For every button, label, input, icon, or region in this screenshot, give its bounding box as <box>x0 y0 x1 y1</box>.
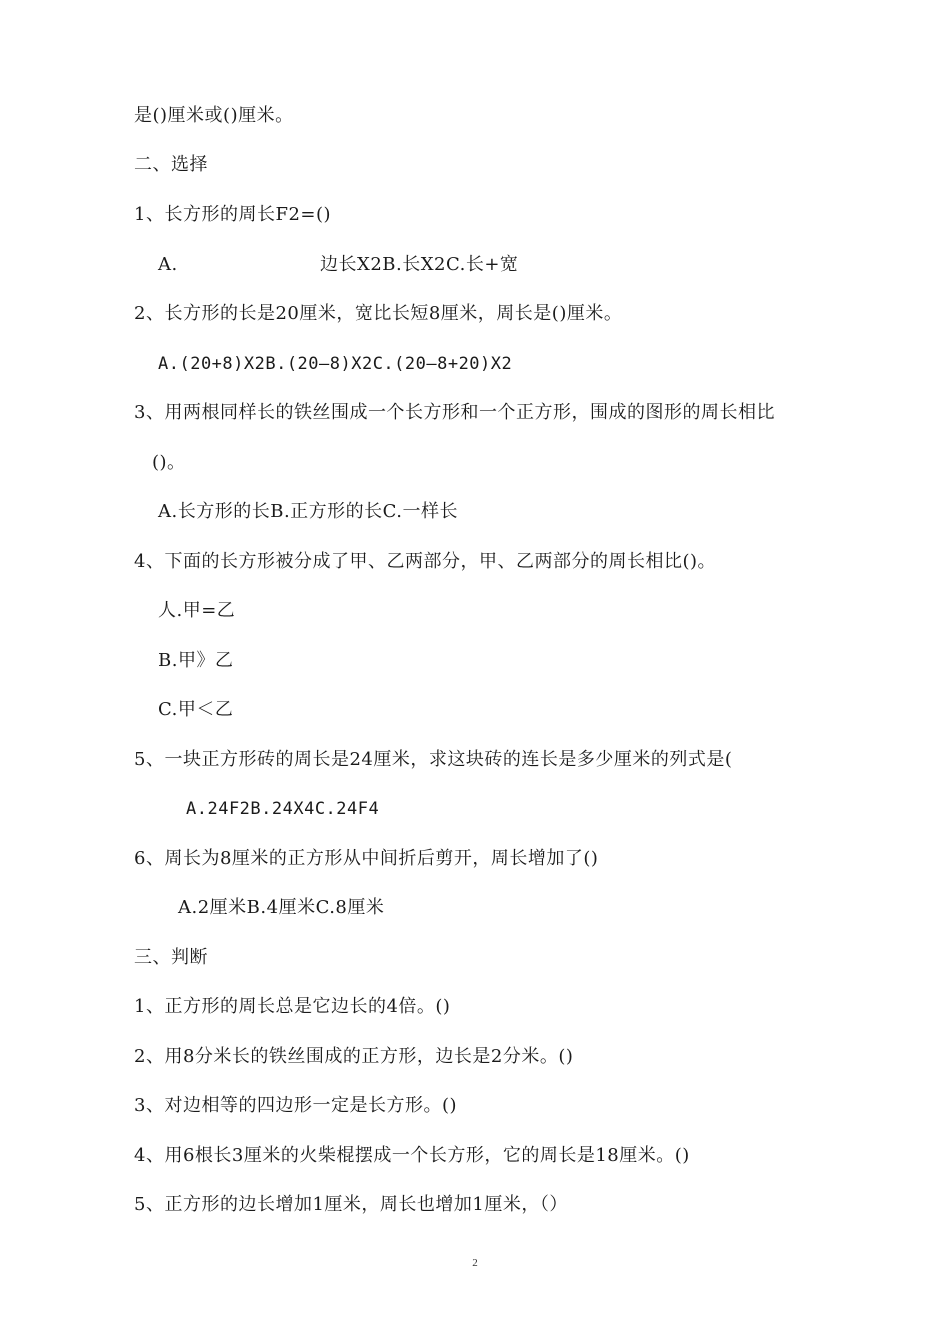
question-6-options: A.2厘米B.4厘米C.8厘米 <box>178 897 385 918</box>
question-6: 6、周长为8厘米的正方形从中间折后剪开，周长增加了() <box>134 848 599 869</box>
question-4-option-c: C.甲＜乙 <box>158 699 234 720</box>
judge-2: 2、用8分米长的铁丝围成的正方形，边长是2分米。() <box>134 1046 574 1067</box>
question-4: 4、下面的长方形被分成了甲、乙两部分，甲、乙两部分的周长相比()。 <box>134 551 716 572</box>
question-1: 1、长方形的周长F2=() <box>134 204 332 225</box>
judge-5: 5、正方形的边长增加1厘米，周长也增加1厘米，（） <box>134 1194 568 1215</box>
judge-1: 1、正方形的周长总是它边长的4倍。() <box>134 996 451 1017</box>
question-3-continued: ()。 <box>152 452 186 473</box>
question-4-option-a: 人.甲=乙 <box>158 600 236 621</box>
question-3: 3、用两根同样长的铁丝围成一个长方形和一个正方形，围成的图形的周长相比 <box>134 402 775 423</box>
question-2-options: A.(20+8)X2B.(20—8)X2C.(20—8+20)X2 <box>158 354 513 374</box>
question-1-options: 边长X2B.长X2C.长+宽 <box>320 254 519 275</box>
section-heading-judge: 三、判断 <box>134 947 208 968</box>
question-5: 5、一块正方形砖的周长是24厘米，求这块砖的连长是多少厘米的列式是( <box>134 749 733 770</box>
judge-3: 3、对边相等的四边形一定是长方形。() <box>134 1095 457 1116</box>
option-label: A. <box>158 254 178 275</box>
text-line: 是()厘米或()厘米。 <box>134 105 294 126</box>
question-2: 2、长方形的长是20厘米，宽比长短8厘米，周长是()厘米。 <box>134 303 623 324</box>
section-heading-choice: 二、选择 <box>134 154 208 175</box>
judge-4: 4、用6根长3厘米的火柴棍摆成一个长方形，它的周长是18厘米。() <box>134 1145 690 1166</box>
question-3-options: A.长方形的长B.正方形的长C.一样长 <box>158 501 459 522</box>
question-4-option-b: B.甲》乙 <box>158 650 234 671</box>
page-number: 2 <box>472 1257 478 1269</box>
question-5-options: A.24F2B.24X4C.24F4 <box>186 799 380 819</box>
